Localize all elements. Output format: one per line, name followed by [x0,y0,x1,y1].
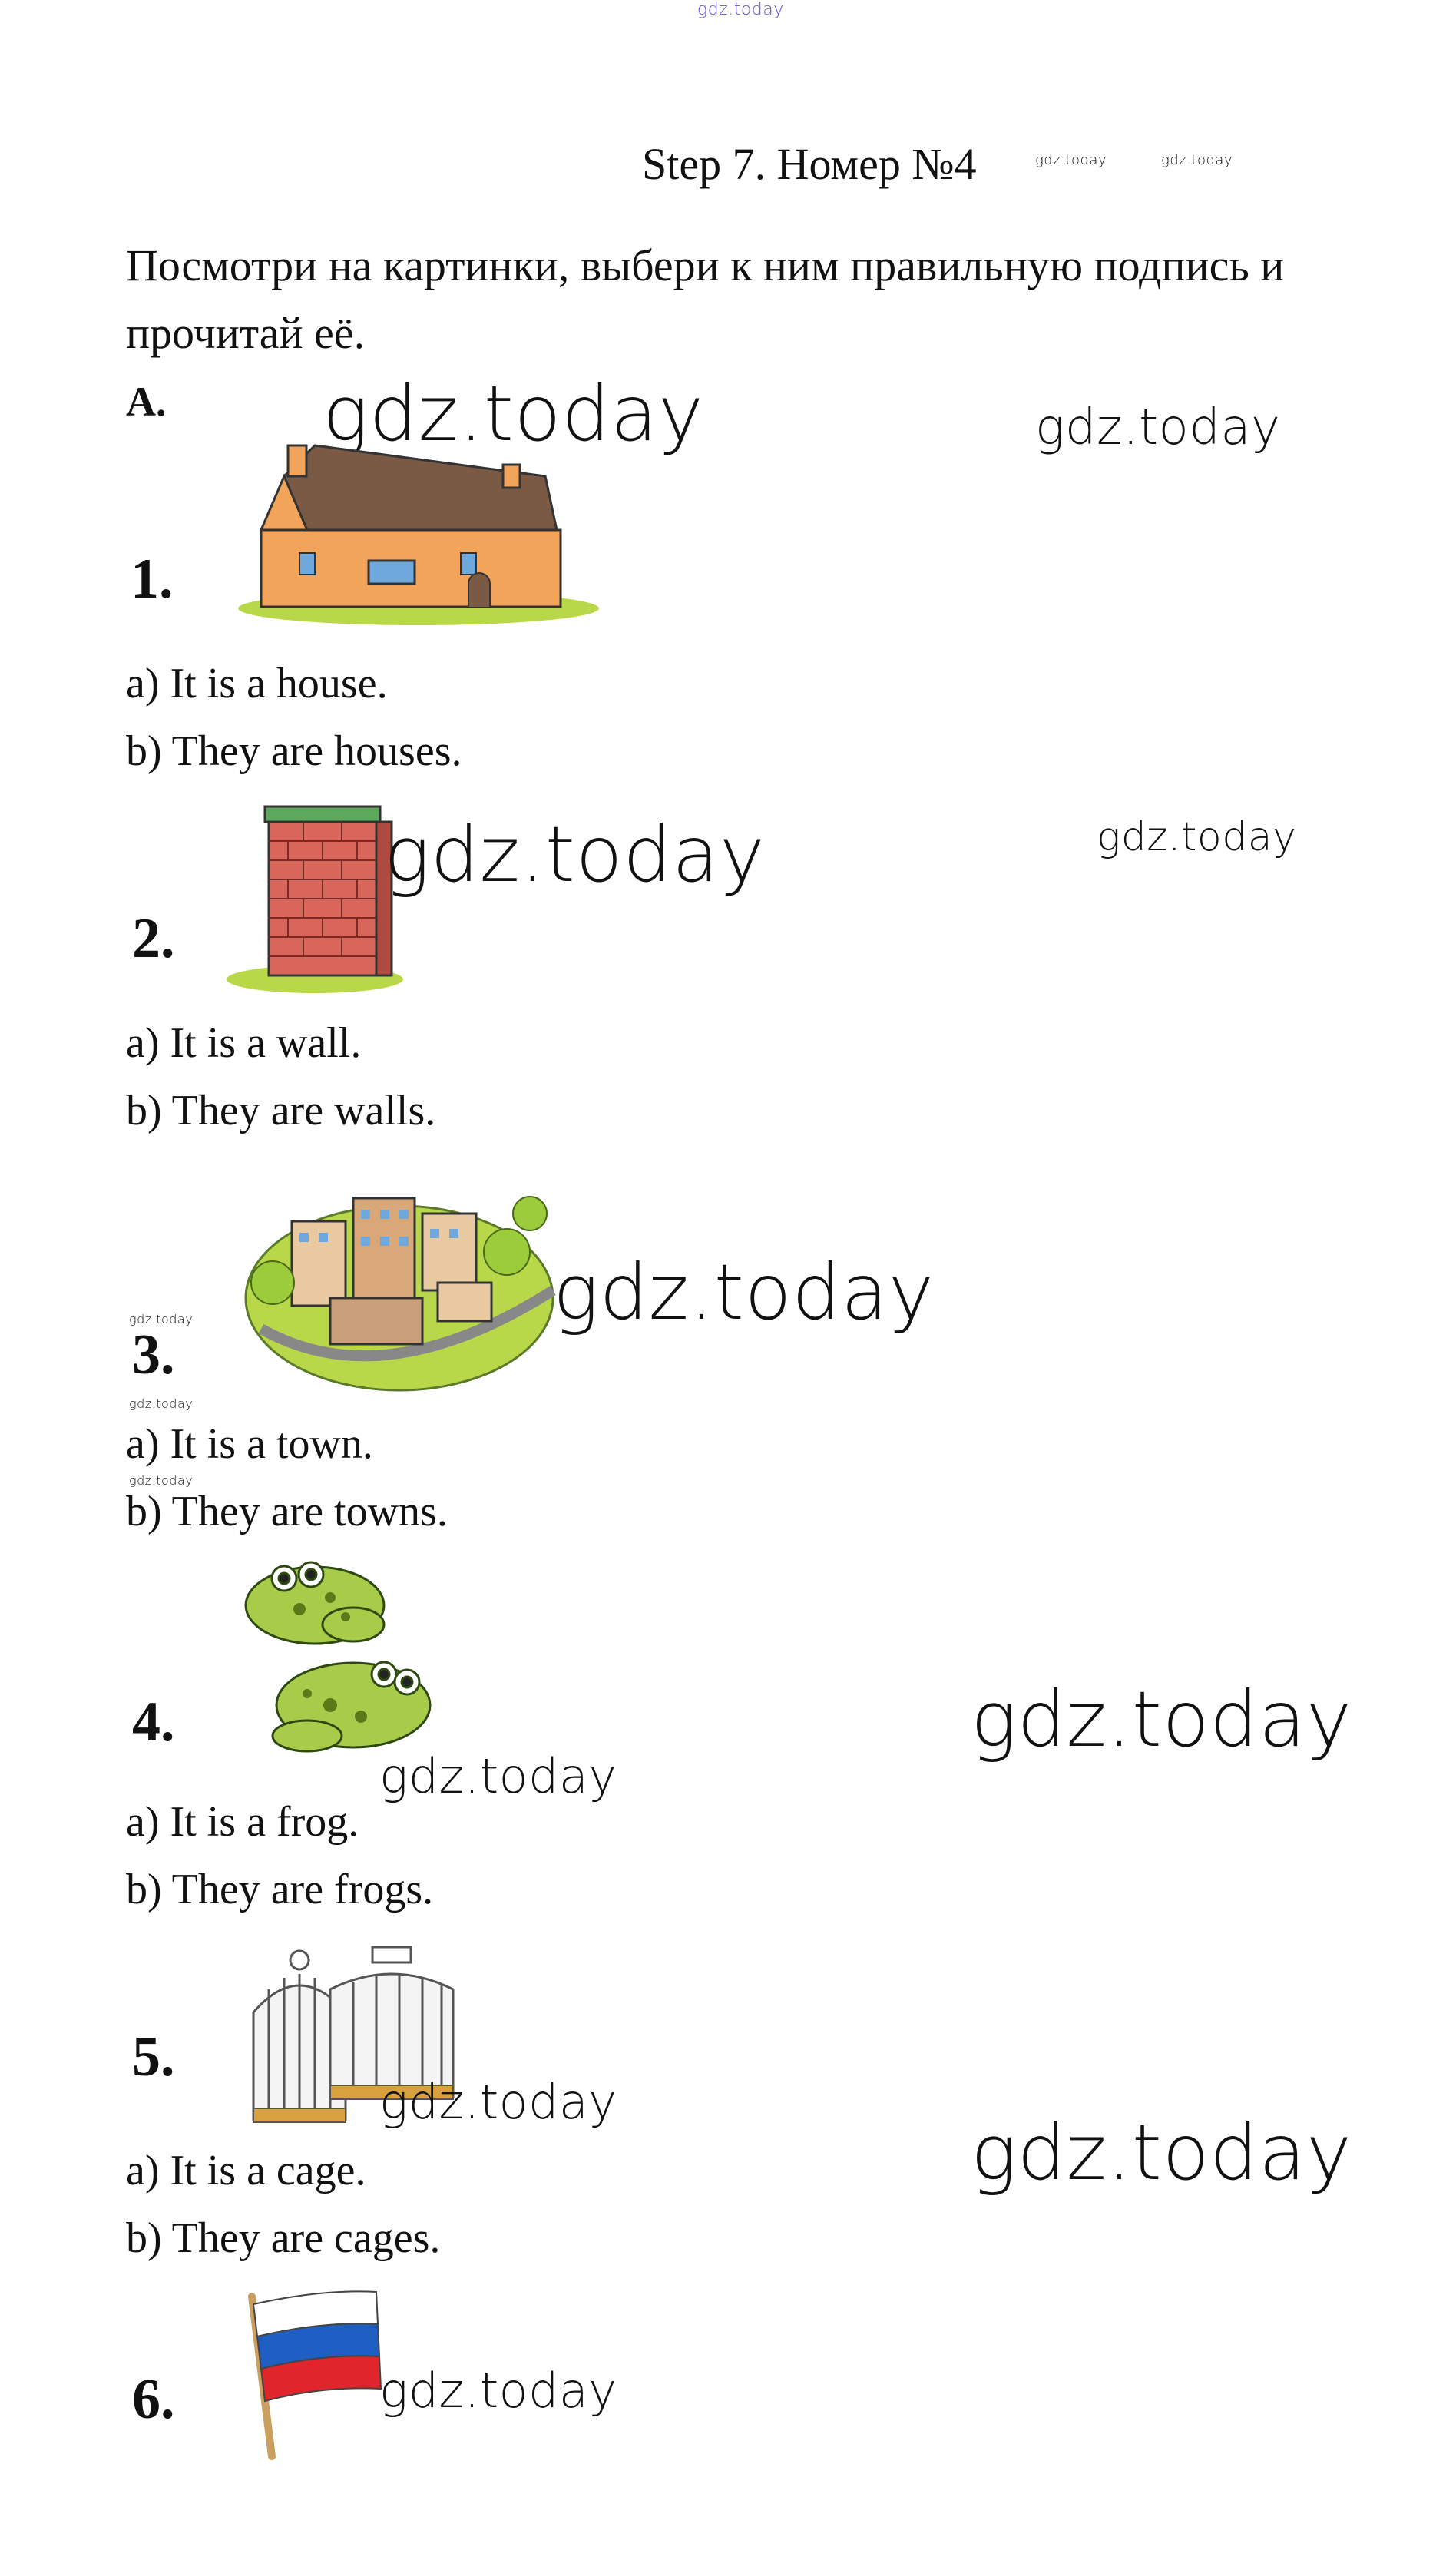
option-b: b) They are frogs. [126,1866,434,1913]
house-picture [230,430,599,630]
item-number: 6. [132,2368,175,2431]
watermark: gdz.today [379,2363,617,2419]
item-number: 1. [131,548,174,611]
option-a: a) It is a house. [126,660,388,707]
item-number: 2. [132,907,175,970]
flag-picture [238,2281,399,2466]
page-title: Step 7. Номер №4 [642,139,977,189]
watermark: gdz.today [1097,814,1297,860]
watermark: gdz.today [1035,152,1107,168]
option-a: a) It is a frog. [126,1798,359,1846]
instruction-text: Посмотри на картинки, выбери к ним правильную подпись и прочитай её. [126,240,1285,358]
option-a: a) It is a cage. [126,2147,366,2194]
option-a: a) It is a town. [126,1420,373,1468]
watermark: gdz.today [379,1748,617,1804]
option-b: b) They are cages. [126,2214,441,2262]
watermark: gdz.today [129,1396,194,1411]
item-number: 5. [132,2025,175,2088]
watermark: gdz.today [129,1473,194,1488]
watermark: gdz.today [971,1674,1352,1764]
watermark: gdz.today [553,1247,935,1337]
watermark: gdz.today [697,0,784,19]
watermark: gdz.today [1161,152,1233,168]
section-label: A. [126,379,167,425]
option-b: b) They are walls. [126,1087,436,1134]
watermark: gdz.today [384,810,766,899]
watermark: gdz.today [129,1312,194,1326]
option-b: b) They are houses. [126,727,462,775]
watermark: gdz.today [971,2108,1352,2197]
town-picture [246,1167,568,1398]
frogs-picture [238,1552,438,1774]
watermark: gdz.today [1035,399,1281,456]
item-number: 3. [132,1323,175,1386]
option-a: a) It is a wall. [126,1019,362,1067]
watermark: gdz.today [323,369,704,459]
option-b: b) They are towns. [126,1488,448,1535]
watermark: gdz.today [379,2074,617,2130]
item-number: 4. [132,1691,175,1754]
